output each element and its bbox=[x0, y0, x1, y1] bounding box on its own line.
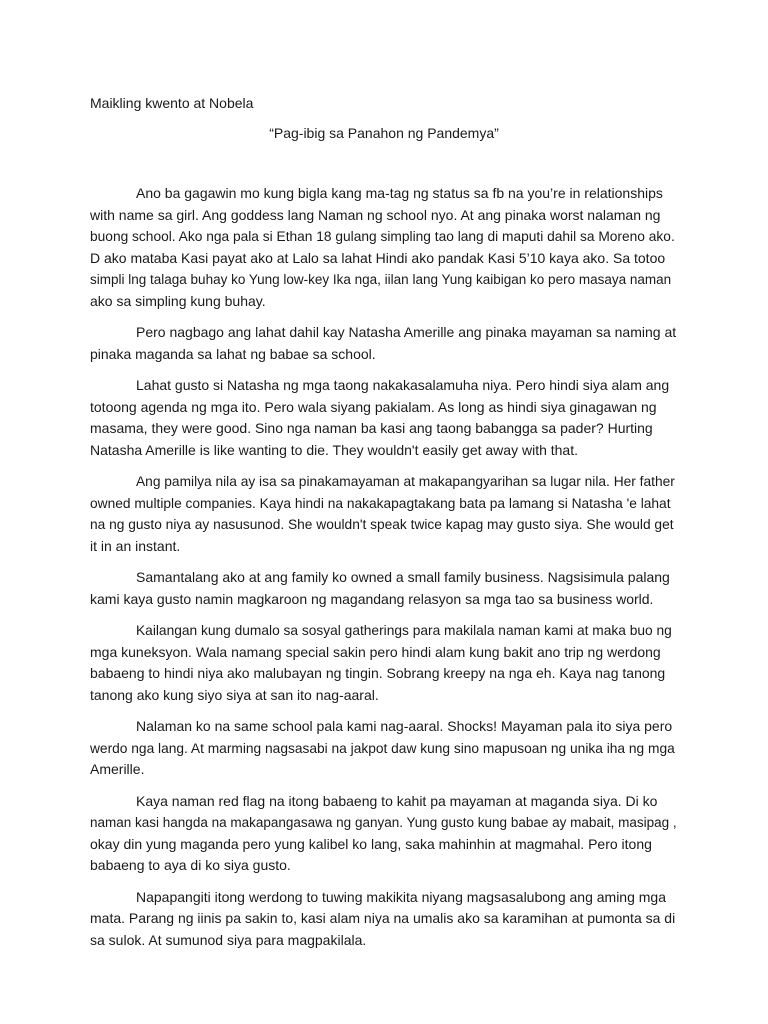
story-paragraph bbox=[90, 791, 678, 877]
paragraph-line: sa sulok. At sumunod siya para magpakilala. bbox=[90, 931, 367, 948]
paragraph-line: okay din yung maganda pero yung kalibel ko lang, saka mahinhin at magmahal. Pero itong bbox=[90, 835, 652, 852]
paragraph-line: mata. Parang ng iinis pa sakin to, kasi alam niya na umalis ako sa karamihan at pumonta sa di bbox=[90, 910, 676, 926]
paragraph-line: totoong agenda ng mga ito. Pero wala siyang pakialam. As long as hindi siya ginagawan ng bbox=[90, 398, 657, 415]
paragraph-line: Amerille. bbox=[90, 761, 145, 777]
story-paragraph bbox=[90, 567, 678, 610]
story-body bbox=[90, 183, 678, 961]
paragraph-line: mga kuneksyon. Wala namang special sakin pero hindi alam kung bakit ano trip ng werdong bbox=[90, 643, 661, 660]
story-paragraph bbox=[90, 375, 678, 461]
paragraph-line: werdo nga lang. At marming nagsasabi na jakpot daw kung sino mapusoan ng unika iha ng mga bbox=[90, 740, 675, 756]
paragraph-line: Ang pamilya nila ay isa sa pinakamayaman at makapangyarihan sa lugar nila. Her father bbox=[136, 474, 675, 489]
paragraph-line: with name sa girl. Ang goddess lang Naman ng school nyo. At ang pinaka worst nalaman ng bbox=[90, 206, 661, 223]
paragraph-line: D ako mataba Kasi payat ako at Lalo sa lahat Hindi ako pandak Kasi 5’10 kaya ako. Sa totoo bbox=[90, 249, 666, 266]
paragraph-line: Samantalang ako at ang family ko owned a small family business. Nagsisimula palang bbox=[136, 569, 670, 585]
story-paragraph bbox=[90, 183, 678, 312]
paragraph-line: Natasha Amerille is like wanting to die. They wouldn't easily get away with that. bbox=[90, 441, 578, 458]
paragraph-line: masama, they were good. Sino nga naman ba kasi ang taong babangga sa pader? Hurting bbox=[90, 420, 653, 436]
paragraph-line: Napapangiti itong werdong to tuwing makikita niyang magsasalubong ang aming mga bbox=[136, 888, 666, 905]
paragraph-line: babaeng to hindi niya ako malubayan ng tingin. Sobrang kreepy na nga eh. Kaya nag tanong bbox=[90, 665, 666, 681]
paragraph-line: naman kasi hangda na makapangasawa ng ganyan. Yung gusto kung babae ay mabait, masipag , bbox=[90, 815, 677, 830]
paragraph-line: buong school. Ako nga pala si Ethan 18 gulang simpling tao lang di maputi dahil sa Moreno ako. bbox=[90, 229, 675, 244]
story-paragraph bbox=[90, 322, 678, 365]
story-title: “Pag-ibig sa Panahon ng Pandemya” bbox=[269, 125, 499, 141]
paragraph-line: na ng gusto niya ay nasusunod. She wouldn't speak twice kapag may gusto siya. She would get bbox=[90, 517, 674, 532]
paragraph-line: Lahat gusto si Natasha ng mga taong nakakasalamuha niya. Pero hindi siya alam ang bbox=[136, 377, 670, 393]
paragraph-line: kami kaya gusto namin magkaroon ng magandang relasyon sa mga tao sa business world. bbox=[90, 590, 654, 607]
story-paragraph bbox=[90, 887, 678, 952]
paragraph-line: simpli lng talaga buhay ko Yung low-key Ika nga, iilan lang Yung kaibigan ko pero masaya naman bbox=[90, 272, 672, 287]
paragraph-line: pinaka maganda sa lahat ng babae sa school. bbox=[90, 345, 376, 362]
story-paragraph bbox=[90, 620, 678, 706]
paragraph-line: tanong ako kung siyo siya at san ito nag-aaral. bbox=[90, 686, 379, 703]
paragraph-line: Nalaman ko na same school pala kami nag-aaral. Shocks! Mayaman pala ito siya pero bbox=[136, 718, 673, 734]
paragraph-line: Ano ba gagawin mo kung bigla kang ma-tag ng status sa fb na you’re in relationships bbox=[136, 185, 663, 201]
paragraph-line: ako sa simpling kung buhay. bbox=[90, 292, 266, 309]
paragraph-line: Pero nagbago ang lahat dahil kay Natasha Amerille ang pinaka mayaman sa naming at bbox=[136, 324, 677, 340]
paragraph-line: Kaya naman red flag na itong babaeng to kahit pa mayaman at maganda siya. Di ko bbox=[136, 792, 658, 809]
document-header: Maikling kwento at Nobela bbox=[90, 95, 254, 111]
paragraph-line: owned multiple companies. Kaya hindi na nakakapagtakang bata pa lamang si Natasha 'e lahat bbox=[90, 495, 671, 511]
story-paragraph bbox=[90, 716, 678, 781]
paragraph-line: babaeng to aya di ko siya gusto. bbox=[90, 857, 291, 873]
story-paragraph bbox=[90, 471, 678, 557]
paragraph-line: it in an instant. bbox=[90, 537, 181, 554]
paragraph-line: Kailangan kung dumalo sa sosyal gatherings para makilala naman kami at maka buo ng bbox=[136, 623, 672, 638]
